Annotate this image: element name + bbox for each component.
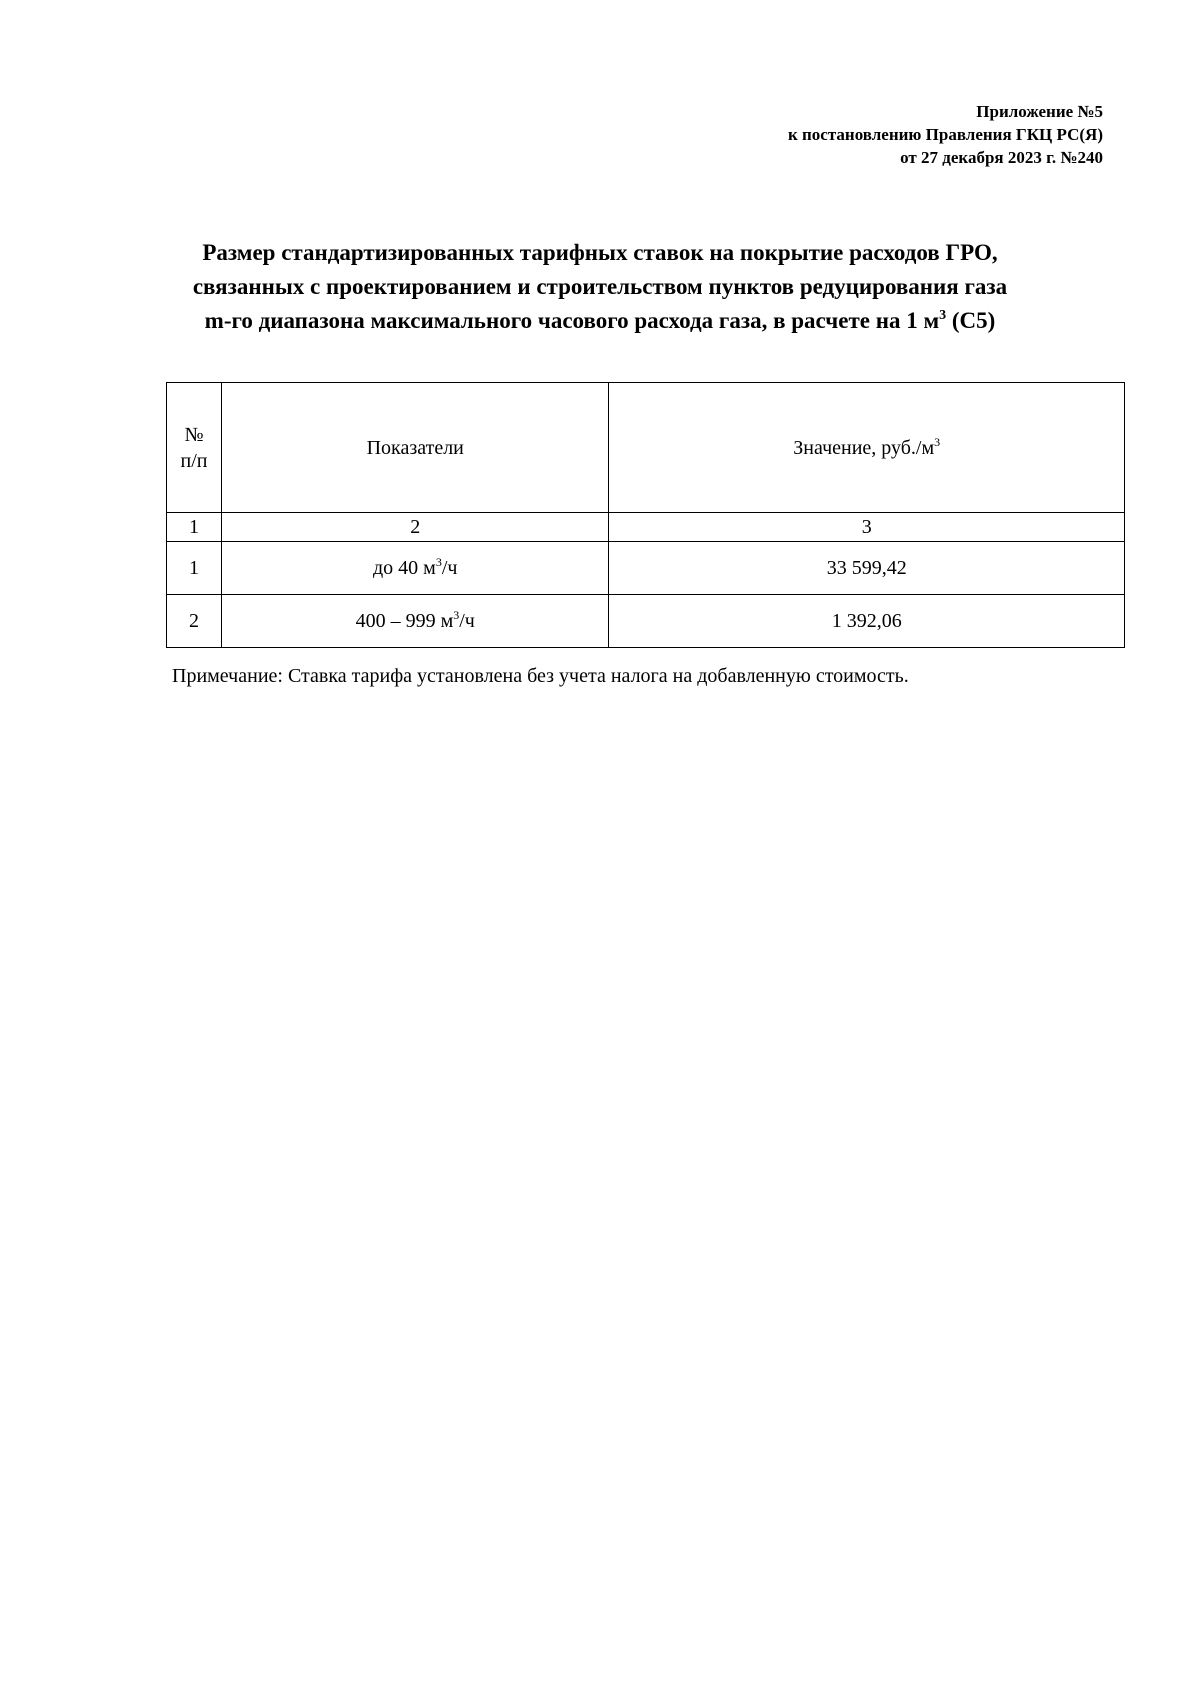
title-line-3-text: m-го диапазона максимального часового расхода газа, в расчете на 1 м bbox=[204, 308, 940, 333]
title-superscript: 3 bbox=[939, 308, 947, 323]
header-number bbox=[167, 383, 222, 513]
column-index-row bbox=[167, 513, 1125, 542]
header-number-sign: № bbox=[184, 423, 204, 446]
header-value-text: Значение, руб./м bbox=[793, 436, 935, 459]
table-header-row bbox=[167, 383, 1125, 513]
row-indicator-superscript: 3 bbox=[435, 555, 442, 569]
title-line-3-suffix: (С5) bbox=[946, 308, 996, 333]
column-index-cell: 2 bbox=[222, 513, 609, 542]
header-value bbox=[609, 383, 1125, 513]
document-title bbox=[130, 236, 1070, 338]
row-number: 1 bbox=[167, 542, 222, 595]
title-line-1: Размер стандартизированных тарифных ставок на покрытие расходов ГРО, bbox=[202, 240, 998, 265]
row-indicator-suffix: /ч bbox=[441, 557, 458, 579]
appendix-number: Приложение №5 bbox=[976, 102, 1103, 121]
row-number: 2 bbox=[167, 595, 222, 648]
column-index-cell: 1 bbox=[167, 513, 222, 542]
row-indicator bbox=[222, 595, 609, 648]
header-number-pp: п/п bbox=[180, 449, 208, 472]
row-value: 1 392,06 bbox=[609, 595, 1125, 648]
table-note: Примечание: Ставка тарифа установлена без учета налога на добавленную стоимость. bbox=[172, 665, 909, 687]
row-indicator-suffix: /ч bbox=[459, 610, 475, 632]
table-row bbox=[167, 595, 1125, 648]
header-indicators: Показатели bbox=[222, 383, 609, 513]
title-line-2: связанных с проектированием и строительством пунктов редуцирования газа bbox=[192, 274, 1008, 299]
column-index-cell: 3 bbox=[609, 513, 1125, 542]
appendix-resolution: к постановлению Правления ГКЦ РС(Я) bbox=[787, 125, 1103, 144]
row-indicator-superscript: 3 bbox=[453, 608, 460, 622]
row-indicator bbox=[222, 542, 609, 595]
header-value-superscript: 3 bbox=[934, 434, 941, 449]
table-row bbox=[167, 542, 1125, 595]
tariff-table bbox=[166, 382, 1125, 648]
title-line-3 bbox=[130, 304, 1070, 338]
row-indicator-text: 400 – 999 м bbox=[355, 610, 454, 632]
appendix-header bbox=[788, 100, 1103, 169]
row-indicator-text: до 40 м bbox=[373, 557, 436, 579]
appendix-date: от 27 декабря 2023 г. №240 bbox=[900, 148, 1103, 167]
row-value: 33 599,42 bbox=[609, 542, 1125, 595]
